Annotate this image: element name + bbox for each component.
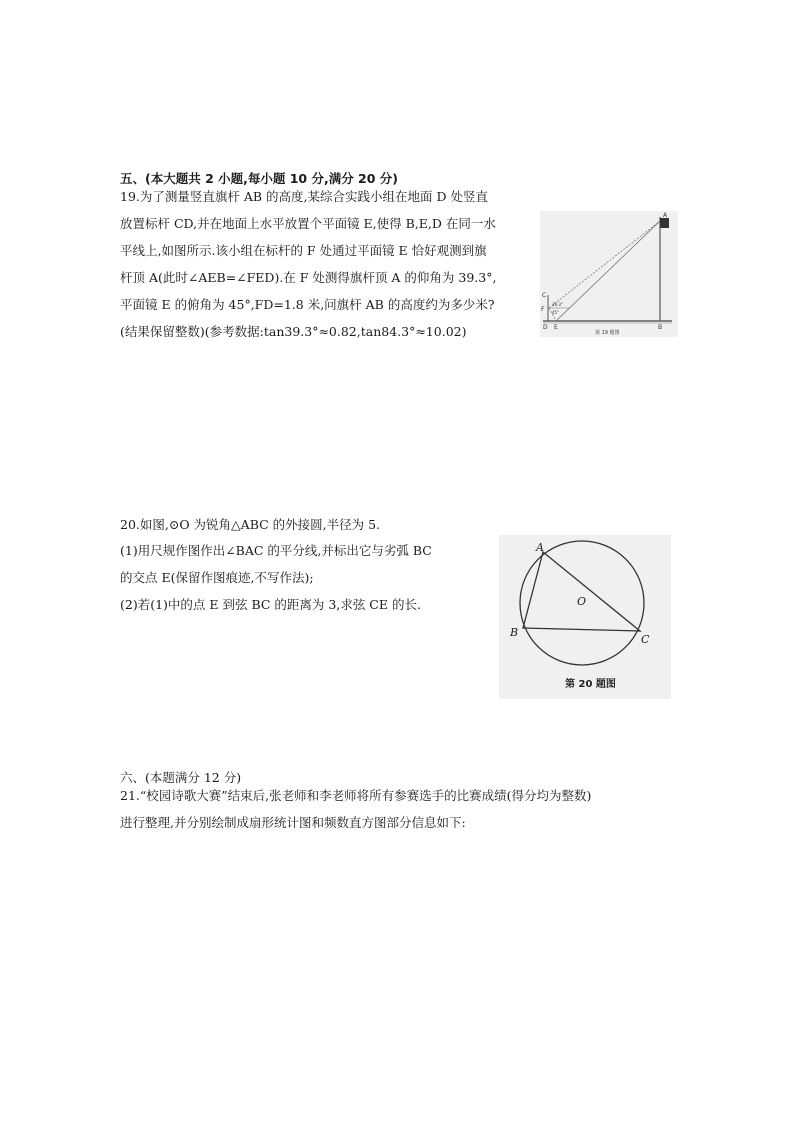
q20-line-3: 的交点 E(保留作图痕迹,不写作法);: [120, 570, 314, 585]
label-o: O: [577, 595, 587, 608]
q20-line-1: 20.如图,⊙O 为锐角△ABC 的外接圆,半径为 5.: [120, 517, 381, 532]
q19-line-1: 19.为了测量竖直旗杆 AB 的高度,某综合实践小组在地面 D 处竖直: [120, 189, 488, 204]
flag-icon: [660, 218, 669, 228]
label-e: E: [554, 324, 558, 331]
label-b: B: [658, 324, 663, 331]
q19-line-2: 放置标杆 CD,并在地面上水平放置个平面镜 E,使得 B,E,D 在同一水: [120, 216, 496, 231]
label-a: A: [536, 541, 544, 554]
label-f: F: [541, 306, 545, 313]
triangle-abc: [523, 552, 640, 631]
label-angle-45: 45°: [552, 310, 560, 315]
label-c: C: [542, 292, 547, 299]
label-a: A: [663, 212, 668, 219]
label-angle-39: 39.3°: [552, 302, 563, 307]
flagpole-diagram: [540, 211, 678, 337]
q19-line-4: 杆顶 A(此时∠AEB=∠FED).在 F 处测得旗杆顶 A 的仰角为 39.3°,: [120, 270, 497, 285]
q20-line-2: (1)用尺规作图作出∠BAC 的平分线,并标出它与劣弧 BC: [120, 543, 432, 558]
figure-19-caption: 第 19 题图: [595, 330, 620, 336]
sight-line-ea: [556, 221, 660, 321]
q19-line-3: 平线上,如图所示.该小组在标杆的 F 处通过平面镜 E 恰好观测到旗: [120, 243, 487, 258]
label-b: B: [510, 626, 519, 639]
section-heading-5: 五、(本大题共 2 小题,每小题 10 分,满分 20 分): [120, 171, 399, 186]
q21-line-1: 21.“校园诗歌大赛”结束后,张老师和李老师将所有参赛选手的比赛成绩(得分均为整数): [120, 788, 592, 803]
circle-triangle-diagram: [499, 535, 671, 699]
figure-20-caption: 第 20 题图: [565, 679, 616, 690]
q19-line-6: (结果保留整数)(参考数据:tan39.3°≈0.82,tan84.3°≈10.02): [120, 324, 467, 339]
sight-line-fa: [549, 221, 660, 308]
label-d: D: [543, 324, 548, 331]
label-c: C: [641, 633, 650, 646]
section-heading-6: 六、(本题满分 12 分): [120, 770, 242, 785]
q19-line-5: 平面镜 E 的俯角为 45°,FD=1.8 米,问旗杆 AB 的高度约为多少米?: [120, 297, 495, 312]
q21-line-2: 进行整理,并分别绘制成扇形统计图和频数直方图部分信息如下:: [120, 815, 466, 830]
q20-line-4: (2)若(1)中的点 E 到弦 BC 的距离为 3,求弦 CE 的长.: [120, 597, 421, 612]
figure-20: [499, 535, 671, 699]
figure-19: [540, 211, 678, 337]
